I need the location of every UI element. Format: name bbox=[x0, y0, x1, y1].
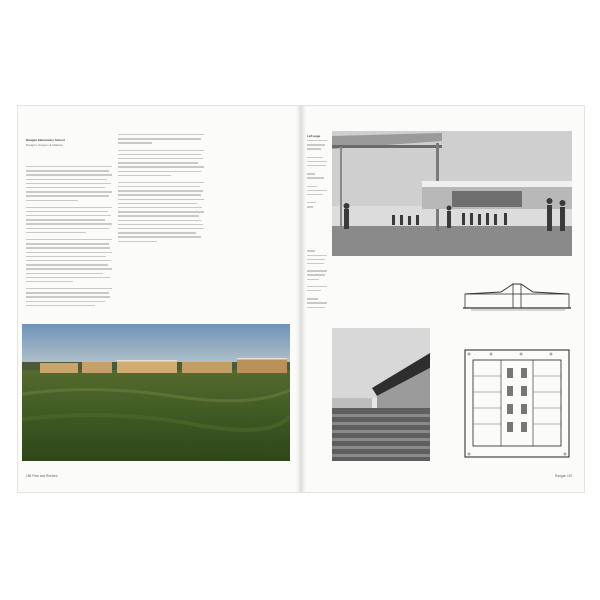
floor-plan-drawing bbox=[461, 346, 573, 461]
body-text-column-2 bbox=[118, 134, 204, 245]
article-heading: Rangan Elementary School bbox=[26, 138, 65, 142]
left-folio: 186 Flow and Rhetoric bbox=[26, 474, 58, 478]
caption-column bbox=[307, 140, 327, 311]
body-text-column-1 bbox=[26, 166, 112, 309]
caption-heading: Left page bbox=[307, 134, 321, 138]
steps-photo-image bbox=[332, 328, 430, 461]
steps-photo bbox=[332, 328, 430, 461]
book-gutter bbox=[296, 106, 306, 492]
school-field-photo bbox=[22, 324, 290, 461]
article-subheading: Rangan, Haugen & Madsen bbox=[26, 142, 64, 147]
left-page bbox=[18, 106, 301, 492]
school-field-photo-image bbox=[22, 324, 290, 461]
book-spread bbox=[18, 106, 584, 492]
section-drawing-image bbox=[461, 274, 573, 322]
floor-plan-drawing-image bbox=[461, 346, 573, 461]
section-drawing bbox=[461, 274, 573, 322]
schoolyard-photo-image bbox=[332, 131, 572, 256]
schoolyard-photo bbox=[332, 131, 572, 256]
right-page bbox=[301, 106, 584, 492]
right-folio: Rangan 187 bbox=[555, 474, 573, 478]
